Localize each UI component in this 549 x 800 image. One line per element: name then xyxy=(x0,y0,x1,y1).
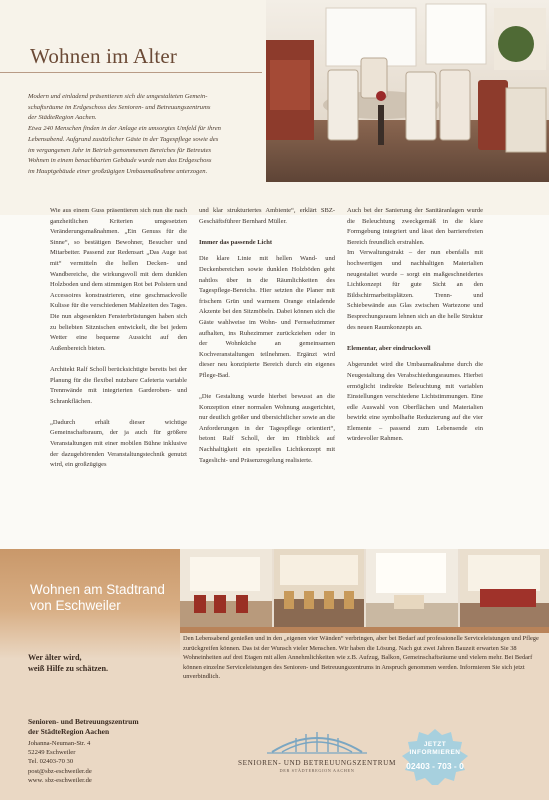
contact-organization xyxy=(28,717,139,737)
article-column-2 xyxy=(199,206,335,477)
ad-title xyxy=(30,582,165,614)
org-line: der StädteRegion Aachen xyxy=(28,727,110,736)
ad-band xyxy=(180,627,549,633)
badge-line: INFORMIEREN xyxy=(409,749,461,756)
ad-title-line: von Eschweiler xyxy=(30,598,121,613)
badge-line: JETZT xyxy=(423,741,447,748)
intro-line: im vergangenen Jahr in Betrieb genommenen Bereiches für Betreutes xyxy=(28,146,212,154)
article-column-1 xyxy=(50,206,187,481)
paragraph: Auch bei der Sanierung der Sanitäranlagen wurde die Beleuchtung zweckgemäß in die klare Formgebung integriert und lässt den barrierefreien Bereich freundlich erstrahlen. xyxy=(347,207,483,246)
contact-city: 52249 Eschweiler xyxy=(28,749,76,757)
info-badge[interactable] xyxy=(395,727,475,787)
contact-street: Johanna-Neuman-Str. 4 xyxy=(28,740,91,747)
org-line: Senioren- und Betreuungszentrum xyxy=(28,717,139,726)
paragraph: Im Verwaltungstrakt – der nun ebenfalls mit hochwertigen und nachhaltigen Materialien neugestaltet wurde – sorgt ein maßgeschneidertes Lichtkonzept für gute Sicht an den Bildschirmarbeitsplätzen. Trenn- und Schiebewände aus Glas zwischen Wartezone und Besprechungsraum lehnen sich an die helle Struktur des neuen Raumkonzepts an. xyxy=(347,249,483,331)
contact-email[interactable]: post@sbz-eschweiler.de xyxy=(28,767,92,775)
badge-phone: 02403 - 703 - 0 xyxy=(406,761,464,771)
logo-name: SENIOREN- UND BETREUUNGSZENTRUM xyxy=(238,759,396,767)
paragraph: „Die Gestaltung wurde hierbei bewusst an die Konzeption einer normalen Wohnung ausgerichtet, nur deutlich größer und übersichtlicher sowie an die Anforderungen in der Tagespflege orientiert“, betont Ralf Scholl, der im Hinblick auf Nachhaltigkeit ein spezielles Lichtkonzept mit Tageslicht- und Präsenzregelung realisierte. xyxy=(199,393,335,464)
subheading: Elementar, aber eindrucksvoll xyxy=(347,344,431,352)
ad-title-line: Wohnen am Stadtrand xyxy=(30,582,165,597)
intro-text xyxy=(28,92,264,178)
logo-subtitle: DER STÄDTEREGION AACHEN xyxy=(279,768,355,773)
paragraph: Architekt Ralf Scholl berücksichtigte bereits bei der Planung für die flexibel nutzbare Cafeteria variable Trennwände mit integrierten Garderoben- und Schrankflächen. xyxy=(50,365,187,405)
article-column-3 xyxy=(347,206,483,456)
intro-line: Wohnen in einem benachbarten Gebäude wurde nun das Erdgeschoss xyxy=(28,157,212,165)
contact-phone: Tel. 02403-70 30 xyxy=(28,758,74,766)
paragraph: Die klare Linie mit hellen Wand- und Deckenbereichen sowie dunklen Holzböden geht nahtlos über in die Räumlichkeiten des Tagespflege-Bereichs. Hier setzten die Planer mit frischem Grün und warmem Orange einladende Akzente bei den Sitzmöbeln. Dabei können sich die Gäste wahlweise im Wohn- und Fernsehzimmer aufhalten, ins Ruhezimmer zurückziehen oder in der Wohnküche an gemeinsamen Kochveranstaltungen teilnehmen. Ergänzt wird dieser neu konzipierte Bereich durch ein eigenes Pflege-Bad. xyxy=(199,255,335,379)
intro-line: Modern und einladend präsentieren sich die umgestalteten Gemein- xyxy=(28,93,208,100)
intro-line: schaftsräume im Erdgeschoss des Senioren- und Betreuungszentrums xyxy=(28,103,211,111)
paragraph: und klar strukturiertes Ambiente“, erklärt SBZ-Geschäftsführer Bernhard Müller. xyxy=(199,207,335,225)
paragraph: Wie aus einem Guss präsentieren sich nun die nach ganzheitlichen Kriterien umgesetzten Veränderungsmaßnahmen. „Ein Genuss für die Sinne“, so bestätigen Bewohner, Besucher und Mitarbeiter. Passend zur Redensart „Das Auge isst mit“ vermitteln die hellen Decken- und Wandbereiche, die wirkungsvoll mit dem dunklen Holzboden und dem stimmigen Rot bei Polstern und Accessoires konstrastrieren, eine geschmackvolle Kulisse für die verschiedenen Mahlzeiten des Tages. Die nun abgesenkten Fensterbrüstungen haben sich zu beliebten Sitznischen entwickelt, die bei jedem Wetter eine bequeme Aussicht auf den Außenbereich bieten. xyxy=(50,207,187,352)
slogan-line: Wer älter wird, xyxy=(28,653,82,662)
intro-line: Etwa 240 Menschen finden in der Anlage ein umsorgtes Umfeld für ihren xyxy=(28,125,221,133)
subheading: Immer das passende Licht xyxy=(199,238,273,246)
contact-website[interactable]: www. sbz-eschweiler.de xyxy=(28,776,92,784)
page-title: Wohnen im Alter xyxy=(30,44,178,68)
contact-block xyxy=(28,717,139,785)
intro-line: im Hauptgebäude einer großzügigen Umbaumaßnahme unterzogen. xyxy=(28,167,208,175)
paragraph: „Dadurch erhält dieser wichtige Gemeinschaftsraum, der ja auch für größere Veranstaltungen mit einer mobilen Bühne inklusive der dazugehörenden Veranstaltungstechnik genutzt wird, ein großzügiges xyxy=(50,418,187,469)
intro-line: der StädteRegion Aachen. xyxy=(28,114,97,122)
title-rule xyxy=(0,72,262,73)
ad-photo-strip xyxy=(180,549,549,627)
ad-body-text: Den Lebensabend genießen und in den „eigenen vier Wänden“ verbringen, aber bei Bedarf auf professionelle Serviceleistungen und Pflege zurückgreifen können. Das ist der Wunsch vieler Menschen. Wir haben die Lösung. Nach gut zwei Jahren Bauzeit erwarten Sie 38 Wohneinheiten auf drei Etagen mit allen Annehmlichkeiten wie z.B. Aufzug, Balkon, Gemeinschaftsräume und vielem mehr. Bei Bedarf können einzelne Serviceleistungen des Senioren- und Betreuungszentrums in Anspruch genommen werden. Informieren Sie sich jetzt unverbindlich. xyxy=(183,635,539,681)
sbz-logo xyxy=(252,722,382,756)
slogan-line: weiß Hilfe zu schätzen. xyxy=(28,664,109,673)
ad-slogan xyxy=(28,652,108,674)
intro-line: Lebensabend. Aufgrund zusätzlicher Gäste in der Tagespflege sowie des xyxy=(28,135,219,143)
dining-room-photo xyxy=(266,0,549,182)
paragraph: Abgerundet wird die Umbaumaßnahme durch die Neugestaltung des Verabschiedungsraumes. Hierbei ermöglicht indirekte Beleuchtung mit variablen Einstellungen verschiedene Lichtstimmungen. Eine edle Auswahl von Oberflächen und Materialien bewirkt eine symbolhafte Reduzierung auf die vier Elemente – passend zum Lebensende ein würdevoller Rahmen. xyxy=(347,361,483,443)
